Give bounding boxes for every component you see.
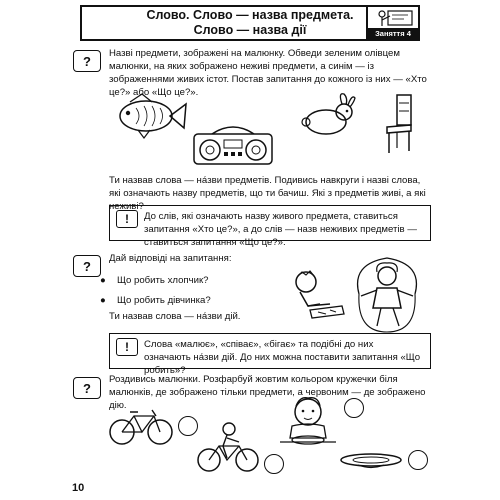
chair-icon <box>383 93 417 155</box>
question-boy: Що робить хлопчик? <box>117 275 209 286</box>
rule-box-who-what <box>109 205 431 248</box>
lesson-badge <box>366 5 420 41</box>
rabbit-icon <box>300 92 360 138</box>
question-glasses-icon: ? <box>73 377 101 399</box>
teacher-at-board-icon <box>374 9 414 29</box>
bullet-icon: ● <box>100 295 106 306</box>
answer-circle-plate[interactable] <box>408 450 428 470</box>
exclamation-glasses-icon: ! <box>116 338 138 356</box>
plate-icon <box>338 452 404 472</box>
task3-text: Роздивись малюнки. Розфарбуй жовтим кольором кружечки біля малюнків, де зображено тільки предмети, а червоним — де зображено дію. <box>109 374 426 411</box>
question-glasses-icon: ? <box>73 50 101 72</box>
page-number: 10 <box>72 482 85 494</box>
rule-text-who-what: До слів, які означають назву живого предмета, ставиться запитання «Хто це?», а до слів — назв неживих предметів — ставиться запитання «Що це?». <box>144 211 417 248</box>
lesson-title-line2: Слово — назва дії <box>193 23 307 37</box>
boy-eating-icon <box>278 394 338 448</box>
task2-intro: Дай відповіді на запитання: <box>109 253 232 264</box>
task1-text: Назві предмети, зображені на малюнку. Обведи зеленим олівцем малюнки, на яких зображено неживі предмети, а синім — із зображеннями живих істот. Постав запитання до кожного із них — «Хто це?» або «Що це?». <box>109 48 427 98</box>
bullet-icon: ● <box>100 275 106 286</box>
lesson-badge-label: Заняття 4 <box>368 28 418 39</box>
answer-circle-boy-cycling[interactable] <box>264 454 284 474</box>
radio-icon <box>190 124 276 168</box>
paragraph-object-names: Ти назвав слова — на́зви предметів. Подивись навкруги і назві слова, які означають назву предметів, що ти бачиш. Які з предметів живі, а які неживі? <box>109 175 426 212</box>
rule-box-actions <box>109 333 431 376</box>
girl-jump-rope-icon <box>347 254 425 334</box>
task2-conclusion: Ти назвав слова — на́зви дій. <box>109 311 241 322</box>
boy-cycling-icon <box>195 422 261 474</box>
answer-circle-boy-eating[interactable] <box>344 398 364 418</box>
lesson-title-line1: Слово. Слово — назва предмета. <box>146 8 354 22</box>
question-girl: Що робить дівчинка? <box>117 295 211 306</box>
bicycle-icon <box>108 406 174 446</box>
boy-drawing-icon <box>290 268 346 322</box>
question-glasses-icon: ? <box>73 255 101 277</box>
rule-text-actions: Слова «малює», «співає», «бігає» та подібні до них означають на́зви дій. До них можна поставити запитання «Що робить»? <box>144 339 421 376</box>
exclamation-glasses-icon: ! <box>116 210 138 228</box>
fish-icon <box>108 92 188 142</box>
